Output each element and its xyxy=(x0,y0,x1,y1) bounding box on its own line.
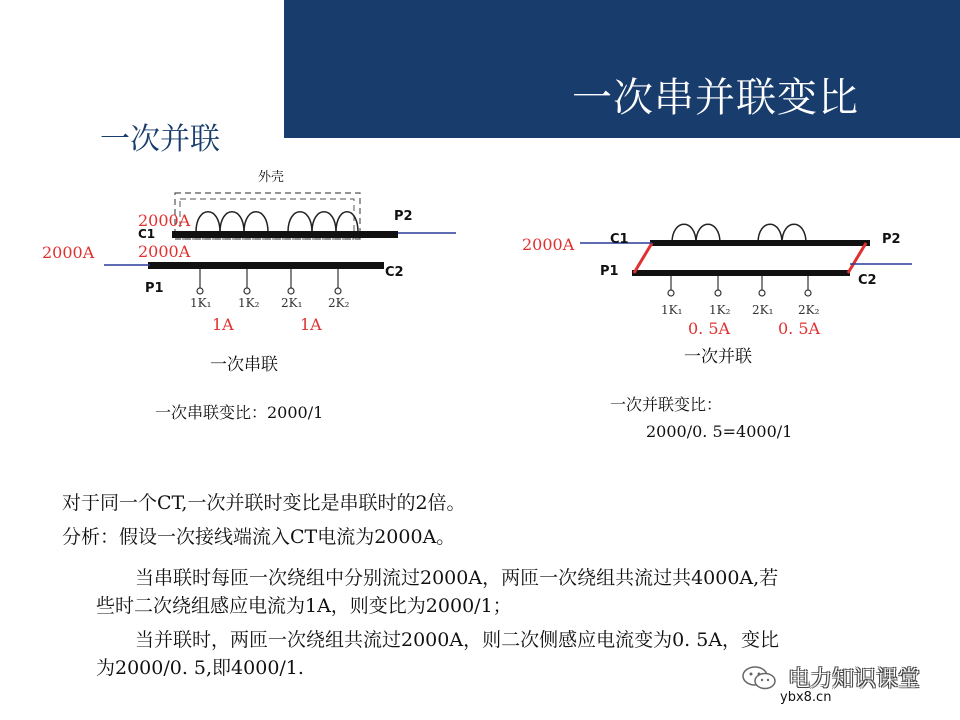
secondary-current-2-right: 0. 5A xyxy=(778,319,821,338)
slide-title: 一次串并联变比 xyxy=(572,75,859,121)
series-ratio: 一次串联变比：2000/1 xyxy=(155,403,324,422)
c1-label: C1 xyxy=(138,227,156,241)
p1-label-right: P1 xyxy=(600,264,619,279)
body-line-1: 对于同一个CT,一次并联时变比是串联时的2倍。 xyxy=(62,492,466,514)
primary-bar-c1-right xyxy=(650,240,870,246)
body-line-2: 分析：假设一次接线端流入CT电流为2000A。 xyxy=(62,526,456,548)
parallel-diagram xyxy=(522,224,912,441)
c2-label-right: C2 xyxy=(858,273,877,288)
terminal-1k1: 1K₁ xyxy=(190,296,212,310)
terminal-2k2-right: 2K₂ xyxy=(798,303,820,317)
shell-label: 外壳 xyxy=(258,170,285,185)
secondary-posts-left xyxy=(197,269,341,294)
p2-label: P2 xyxy=(394,209,413,224)
primary-bar-p1-right xyxy=(632,270,850,276)
top-current-label: 2000A xyxy=(138,211,191,230)
secondary-current-1-right: 0. 5A xyxy=(688,319,731,338)
body-line-6: 为2000/0. 5,即4000/1. xyxy=(96,657,304,679)
watermark-name: 电力知识课堂 xyxy=(788,667,921,692)
terminal-1k1-right: 1K₁ xyxy=(661,303,683,317)
terminal-1k2: 1K₂ xyxy=(238,296,260,310)
parallel-ratio-line2: 2000/0. 5=4000/1 xyxy=(646,422,793,441)
secondary-current-1: 1A xyxy=(212,315,234,334)
secondary-current-2: 1A xyxy=(300,315,322,334)
p1-label: P1 xyxy=(145,281,164,296)
coil-2 xyxy=(288,212,358,232)
watermark-url: ybx8.cn xyxy=(780,690,832,705)
coil-1 xyxy=(196,212,268,232)
series-diagram xyxy=(42,169,456,422)
terminal-2k1-right: 2K₁ xyxy=(752,303,774,317)
secondary-posts-right xyxy=(668,276,811,296)
mid-current-label: 2000A xyxy=(138,242,191,261)
c1-label-right: C1 xyxy=(610,232,629,247)
slide-subtitle: 一次并联 xyxy=(100,122,220,157)
input-current-label: 2000A xyxy=(42,243,95,262)
series-caption: 一次串联 xyxy=(210,355,278,375)
input-current-label-right: 2000A xyxy=(522,235,575,254)
watermark xyxy=(740,660,950,714)
parallel-link-left xyxy=(634,243,652,273)
primary-bar-c1 xyxy=(172,231,398,238)
parallel-caption: 一次并联 xyxy=(684,347,752,367)
parallel-link-right xyxy=(848,243,866,273)
wechat-icon xyxy=(740,664,780,692)
body-line-4: 些时二次绕组感应电流为1A，则变比为2000/1； xyxy=(96,595,512,617)
body-line-5: 当并联时，两匝一次绕组共流过2000A，则二次侧感应电流变为0. 5A，变比 xyxy=(135,629,780,651)
body-line-3: 当串联时每匝一次绕组中分别流过2000A，两匝一次绕组共流过共4000A,若 xyxy=(135,567,779,589)
terminal-1k2-right: 1K₂ xyxy=(709,303,731,317)
c2-label: C2 xyxy=(385,265,404,280)
terminal-2k2: 2K₂ xyxy=(328,296,350,310)
p2-label-right: P2 xyxy=(882,232,901,247)
primary-bar-p1 xyxy=(148,262,384,269)
parallel-ratio-line1: 一次并联变比： xyxy=(610,395,723,414)
terminal-2k1: 2K₁ xyxy=(281,296,303,310)
